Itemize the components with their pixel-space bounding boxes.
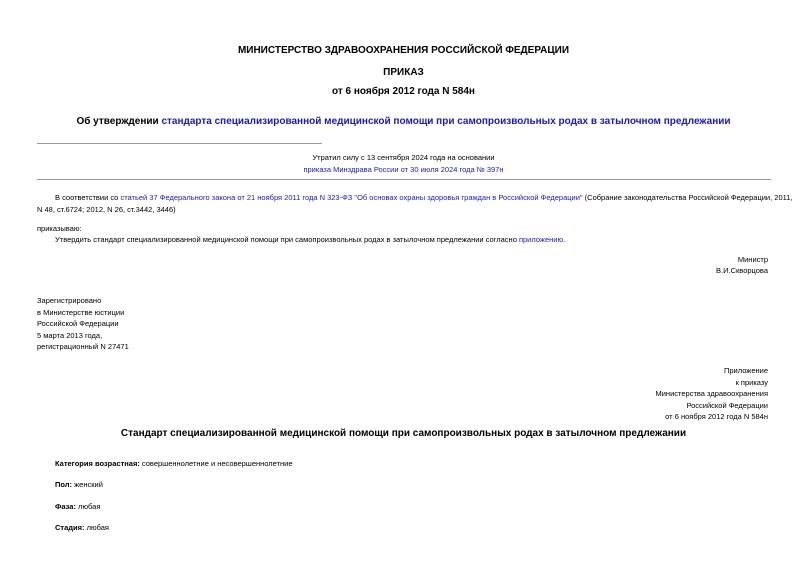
field-value: женский: [72, 480, 103, 489]
appendix-link[interactable]: приложению: [518, 235, 564, 244]
order-word: приказываю:: [37, 224, 82, 233]
appendix-line: Российской Федерации: [686, 400, 768, 410]
repeal-order-link[interactable]: приказа Минздрава России от 30 июля 2024 года № 397н: [303, 165, 504, 174]
field-age-category: [55, 459, 293, 468]
registration-line: Зарегистрировано: [37, 296, 102, 305]
field-stage: [55, 523, 109, 532]
title-standard-link[interactable]: стандарта специализированной медицинской помощи при самопроизвольных родах в затылочном предлежании: [161, 116, 731, 127]
registration-line: в Министерстве юстиции: [37, 307, 125, 317]
status-link-line: [0, 165, 807, 174]
field-label: Фаза:: [55, 502, 76, 511]
appendix-line: от 6 ноября 2012 года N 584н: [665, 412, 768, 421]
preamble-line-1: [55, 193, 793, 202]
order-text: [55, 235, 565, 244]
federal-law-link[interactable]: статьей 37 Федерального закона от 21 ноября 2011 года N 323-ФЗ "Об основах охраны здоровья граждан в Российской Федерации": [120, 193, 583, 202]
order-text-body: Утвердить стандарт специализированной медицинской помощи при самопроизвольных родах в затылочном предлежании согласно: [55, 235, 519, 244]
preamble-line-2: N 48, ст.6724; 2012, N 26, ст.3442, 3446): [37, 205, 176, 214]
field-label: Стадия:: [55, 523, 85, 532]
appendix-line: Министерства здравоохранения: [655, 389, 768, 398]
status-line: Утратил силу с 13 сентября 2024 года на основании: [312, 153, 495, 162]
registration-line: 5 марта 2013 года,: [37, 330, 103, 340]
divider-short: [37, 143, 322, 144]
divider-long: [37, 179, 771, 180]
registration-line: регистрационный N 27471: [37, 342, 129, 351]
registration-block: [37, 295, 129, 353]
appendix-line: Приложение: [724, 366, 768, 375]
registration-line: Российской Федерации: [37, 319, 119, 328]
doc-type-heading: ПРИКАЗ: [383, 67, 424, 78]
field-sex: [55, 480, 103, 489]
field-phase: [55, 502, 100, 511]
preamble-suffix: (Собрание законодательства Российской Федерации, 2011,: [582, 193, 793, 202]
signature-name: В.И.Скворцова: [716, 266, 768, 275]
order-text-end: .: [563, 235, 566, 244]
field-value: любая: [84, 523, 109, 532]
title-prefix: Об утверждении: [76, 116, 162, 127]
document-title: [0, 116, 807, 127]
appendix-block: [656, 365, 769, 423]
field-value: любая: [75, 502, 101, 511]
field-label: Категория возрастная:: [55, 459, 140, 468]
standard-title: Стандарт специализированной медицинской помощи при самопроизвольных родах в затылочном предлежании: [120, 428, 687, 439]
ministry-heading: МИНИСТЕРСТВО ЗДРАВООХРАНЕНИЯ РОССИЙСКОЙ ФЕДЕРАЦИИ: [237, 45, 570, 56]
field-value: совершеннолетние и несовершеннолетние: [139, 459, 293, 468]
preamble-prefix: В соответствии со: [55, 193, 121, 202]
appendix-line: к приказу: [735, 377, 768, 387]
signature-role: Министр: [737, 255, 768, 264]
doc-date-number: от 6 ноября 2012 года N 584н: [332, 86, 475, 97]
field-label: Пол:: [55, 480, 73, 489]
